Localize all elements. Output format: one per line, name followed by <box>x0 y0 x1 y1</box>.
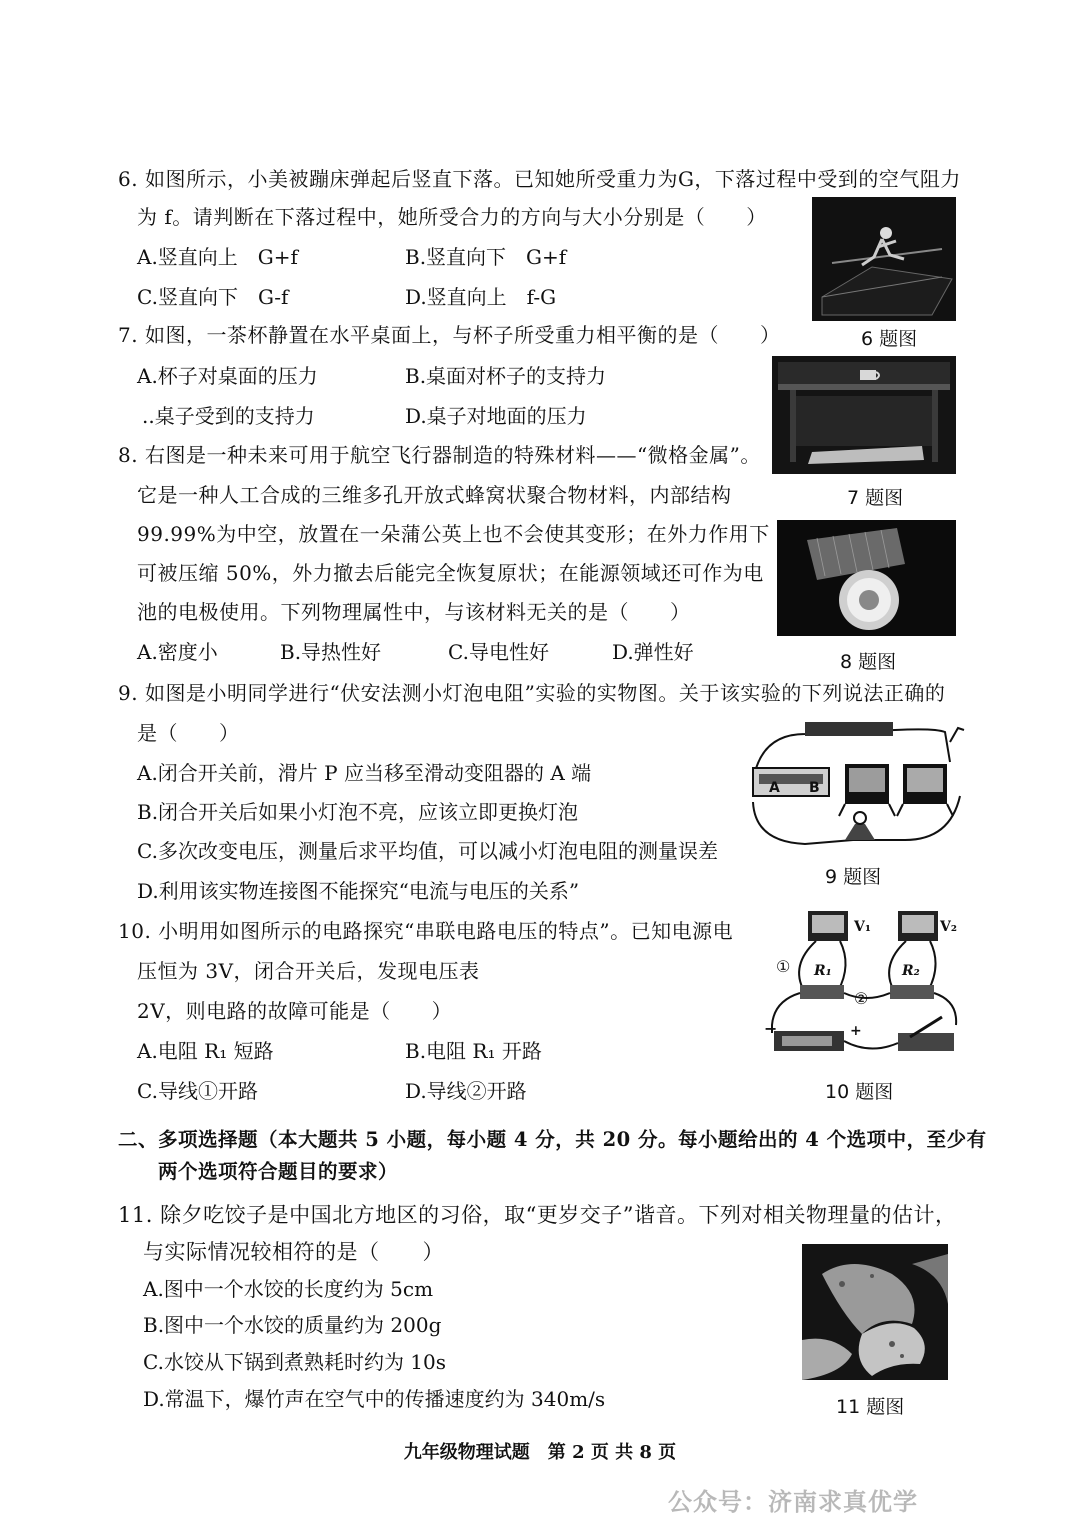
q10-wire1-label: ① <box>776 957 791 976</box>
section2-heading-line2: 两个选项符合题目的要求） <box>158 1160 399 1183</box>
q10-minus-terminal: − <box>764 1019 778 1038</box>
q7-stem: 7. 如图，一茶杯静置在水平桌面上，与杯子所受重力相平衡的是（ ） <box>118 323 781 347</box>
watermark: 公众号：济南求真优学 <box>668 1488 918 1516</box>
q11-option-c: C.水饺从下锅到煮熟耗时约为 10s <box>143 1350 447 1374</box>
q10-voltmeter-v1-label: V₁ <box>854 919 871 935</box>
q9-label-a: A <box>769 780 780 796</box>
q8-option-a: A.密度小 <box>137 640 218 664</box>
q9-caption: 9 题图 <box>825 866 882 888</box>
q11-option-a: A.图中一个水饺的长度约为 5cm <box>143 1277 434 1301</box>
q9-option-a: A.闭合开关前，滑片 P 应当移至滑动变阻器的 A 端 <box>137 761 592 785</box>
q10-wire2-label: ② <box>854 989 869 1008</box>
q6-trampoline-photo <box>812 197 956 321</box>
q9-stem-line2: 是（ ） <box>137 721 240 745</box>
q10-stem-line2: 压恒为 3V，闭合开关后，发现电压表 <box>137 959 480 983</box>
q9-label-b: B <box>809 780 820 796</box>
q7-option-c: ..桌子受到的支持力 <box>142 404 315 428</box>
q8-option-b: B.导热性好 <box>280 640 382 664</box>
q6-option-b: B.竖直向下 G+f <box>405 245 567 269</box>
page-footer: 九年级物理试题 第 2 页 共 8 页 <box>403 1442 677 1463</box>
q8-stem-line5: 池的电极使用。下列物理属性中，与该材料无关的是（ ） <box>137 600 691 624</box>
q7-option-a: A.杯子对桌面的压力 <box>137 364 318 388</box>
q8-microlattice-photo <box>777 520 956 636</box>
q10-caption: 10 题图 <box>825 1081 894 1103</box>
q10-r2-label: R₂ <box>902 963 920 979</box>
q10-plus-terminal: + <box>850 1023 862 1039</box>
q8-stem-line2: 它是一种人工合成的三维多孔开放式蜂窝状聚合物材料，内部结构 <box>137 483 732 507</box>
q6-option-c: C.竖直向下 G-f <box>137 285 289 309</box>
q10-voltmeter-v2-label: V₂ <box>940 919 957 935</box>
q9-option-c: C.多次改变电压，测量后求平均值，可以减小灯泡电阻的测量误差 <box>137 839 718 863</box>
q10-option-b: B.电阻 R₁ 开路 <box>405 1039 542 1063</box>
q10-stem-line1: 10. 小明用如图所示的电路探究“串联电路电压的特点”。已知电源电 <box>118 919 734 943</box>
q6-stem-line1: 6. 如图所示，小美被蹦床弹起后竖直下落。已知她所受重力为G，下落过程中受到的空气阻力 <box>118 167 961 191</box>
q6-option-d: D.竖直向上 f-G <box>405 285 557 309</box>
q6-option-a: A.竖直向上 G+f <box>137 245 298 269</box>
q9-circuit-diagram <box>745 712 970 860</box>
q9-option-d: D.利用该实物连接图不能探究“电流与电压的关系” <box>137 879 580 903</box>
q7-teacup-photo <box>772 356 956 474</box>
section2-heading-line1: 二、多项选择题（本大题共 5 小题，每小题 4 分，共 20 分。每小题给出的 4 个选项中，至少有 <box>118 1128 987 1151</box>
q8-stem-line3: 99.99%为中空，放置在一朵蒲公英上也不会使其变形；在外力作用下 <box>137 522 770 546</box>
q11-stem-line2: 与实际情况较相符的是（ ） <box>143 1240 444 1264</box>
q11-stem-line1: 11. 除夕吃饺子是中国北方地区的习俗，取“更岁交子”谐音。下列对相关物理量的估计， <box>118 1203 957 1227</box>
q10-r1-label: R₁ <box>814 963 832 979</box>
q7-option-d: D.桌子对地面的压力 <box>405 404 587 428</box>
q10-option-c: C.导线①开路 <box>137 1079 258 1103</box>
q6-caption: 6 题图 <box>861 328 918 350</box>
q10-option-a: A.电阻 R₁ 短路 <box>137 1039 274 1063</box>
q8-option-c: C.导电性好 <box>448 640 549 664</box>
q9-option-b: B.闭合开关后如果小灯泡不亮，应该立即更换灯泡 <box>137 800 579 824</box>
q11-option-d: D.常温下，爆竹声在空气中的传播速度约为 340m/s <box>143 1387 606 1411</box>
q8-stem-line1: 8. 右图是一种未来可用于航空飞行器制造的特殊材料——“微格金属”。 <box>118 443 761 467</box>
q8-caption: 8 题图 <box>840 651 897 673</box>
q7-caption: 7 题图 <box>847 487 904 509</box>
q6-stem-line2: 为 f。请判断在下落过程中，她所受合力的方向与大小分别是（ ） <box>137 205 767 229</box>
q11-caption: 11 题图 <box>836 1396 905 1418</box>
q8-option-d: D.弹性好 <box>612 640 694 664</box>
q9-stem-line1: 9. 如图是小明同学进行“伏安法测小灯泡电阻”实验的实物图。关于该实验的下列说法正确的 <box>118 681 946 705</box>
q11-dumplings-photo <box>802 1244 948 1380</box>
q10-circuit-diagram <box>760 905 970 1065</box>
q10-option-d: D.导线②开路 <box>405 1079 527 1103</box>
q10-stem-line3: 2V，则电路的故障可能是（ ） <box>137 999 453 1023</box>
q11-option-b: B.图中一个水饺的质量约为 200g <box>143 1313 442 1337</box>
q8-stem-line4: 可被压缩 50%，外力撤去后能完全恢复原状；在能源领域还可作为电 <box>137 561 764 585</box>
q7-option-b: B.桌面对杯子的支持力 <box>405 364 607 388</box>
